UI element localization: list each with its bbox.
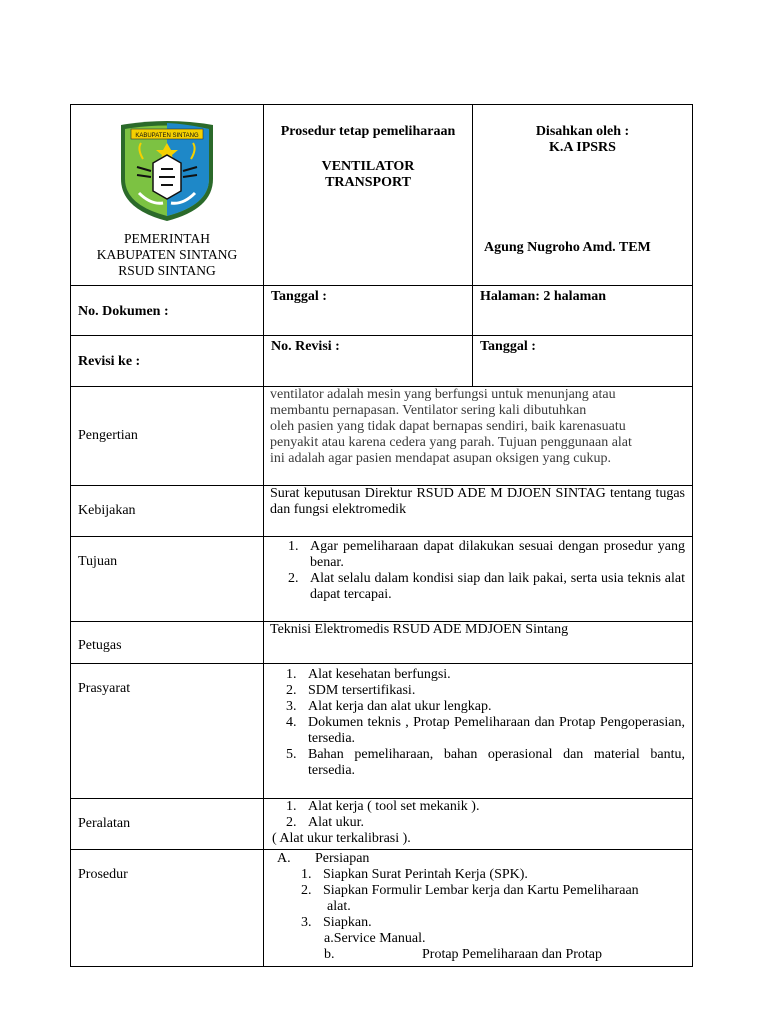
peralatan-list [264, 799, 693, 850]
list-item: 1. Agar pemeliharaan dapat dilakukan sesuai dengan prosedur yang benar. [288, 539, 685, 570]
kebijakan-label: Kebijakan [71, 486, 264, 537]
petugas-text: Teknisi Elektromedis RSUD ADE MDJOEN Sintang [264, 622, 693, 664]
list-item: 2. Alat ukur. [286, 815, 685, 831]
approved-by: K.A IPSRS [549, 140, 616, 155]
document-title: VENTILATOR [321, 159, 415, 174]
logo-cell [71, 105, 264, 286]
prosedur-heading-text: Persiapan [315, 851, 370, 866]
prosedur-content [264, 850, 693, 967]
pengertian-line: ventilator adalah mesin yang berfungsi untuk menunjang atau [270, 387, 616, 402]
sop-table [70, 104, 693, 967]
prosedur-sub-item [301, 947, 685, 963]
logo-text: KABUPATEN SINTANG [135, 133, 199, 139]
tujuan-label: Tujuan [71, 537, 264, 622]
document-title: TRANSPORT [325, 175, 411, 190]
peralatan-item: Alat kerja ( tool set mekanik ). [308, 799, 480, 814]
list-item: 1. Alat kesehatan berfungsi. [286, 667, 685, 683]
approval-cell [473, 105, 693, 286]
prosedur-heading [277, 851, 685, 867]
sub-item-text: Protap Pemeliharaan dan Protap [422, 947, 603, 962]
prasyarat-list [264, 664, 693, 799]
signer-name: Agung Nugroho Amd. TEM [484, 240, 651, 255]
tanggal-revisi-label: Tanggal : [473, 336, 693, 387]
list-item: 2. Siapkan Formulir Lembar kerja dan Kartu Pemeliharaan [301, 883, 685, 899]
prosedur-heading-num: A. [277, 851, 291, 866]
pengertian-label: Pengertian [71, 387, 264, 486]
document-type: Prosedur tetap pemeliharaan [280, 124, 456, 139]
approved-label: Disahkan oleh : [535, 124, 630, 139]
prosedur-item: Siapkan. [323, 915, 372, 930]
sub-item-num: b. [324, 947, 335, 962]
document-title-cell [264, 105, 473, 286]
tanggal-label: Tanggal : [264, 286, 473, 336]
list-item: 2. SDM tersertifikasi. [286, 683, 685, 699]
prasyarat-item: Alat kerja dan alat ukur lengkap. [308, 699, 492, 714]
list-item: 4. Dokumen teknis , Protap Pemeliharaan dan Protap Pengoperasian, tersedia. [286, 715, 685, 746]
list-item: 5. Bahan pemeliharaan, bahan operasional dan material bantu, tersedia. [286, 747, 685, 778]
prosedur-item: Siapkan Formulir Lembar kerja dan Kartu Pemeliharaan [323, 883, 639, 898]
peralatan-label: Peralatan [71, 799, 264, 850]
list-item: 1. Alat kerja ( tool set mekanik ). [286, 799, 685, 815]
no-revisi-label: No. Revisi : [264, 336, 473, 387]
peralatan-note: ( Alat ukur terkalibrasi ). [272, 831, 411, 846]
peralatan-item: Alat ukur. [308, 815, 364, 830]
prasyarat-item: Alat kesehatan berfungsi. [308, 667, 451, 682]
list-item: 2. Alat selalu dalam kondisi siap dan laik pakai, serta usia teknis alat dapat tercapai. [288, 571, 685, 602]
kabupaten-sintang-emblem-icon [117, 119, 217, 223]
list-item: 3. Alat kerja dan alat ukur lengkap. [286, 699, 685, 715]
prosedur-sub-item: a.Service Manual. [324, 931, 426, 946]
list-item: 3. Siapkan. [301, 915, 685, 931]
prasyarat-label: Prasyarat [71, 664, 264, 799]
prosedur-label: Prosedur [71, 850, 264, 967]
pengertian-line: ini adalah agar pasien mendapat asupan oksigen yang cukup. [270, 451, 611, 466]
revisi-label: Revisi ke : [71, 336, 264, 387]
institution-line: RSUD SINTANG [118, 263, 216, 278]
tujuan-item: Agar pemeliharaan dapat dilakukan sesuai dengan prosedur yang benar. [310, 539, 685, 570]
institution-name [71, 231, 263, 279]
prasyarat-item: SDM tersertifikasi. [308, 683, 416, 698]
pengertian-line: penyakit atau karena cedera yang parah. Tujuan penggunaan alat [270, 435, 632, 450]
prosedur-item: Siapkan Surat Perintah Kerja (SPK). [323, 867, 528, 882]
halaman-label: Halaman: 2 halaman [473, 286, 693, 336]
pengertian-content [264, 387, 693, 486]
pengertian-line: oleh pasien yang tidak dapat bernapas sendiri, baik karenasuatu [270, 419, 626, 434]
tujuan-list [264, 537, 693, 622]
kebijakan-text: Surat keputusan Direktur RSUD ADE M DJOEN SINTAG tentang tugas dan fungsi elektromedik [264, 486, 693, 537]
institution-line: PEMERINTAH [124, 231, 210, 246]
pengertian-line: membantu pernapasan. Ventilator sering kali dibutuhkan [270, 403, 587, 418]
tujuan-item: Alat selalu dalam kondisi siap dan laik pakai, serta usia teknis alat dapat tercapai. [310, 571, 685, 602]
prasyarat-item: Bahan pemeliharaan, bahan operasional dan material bantu, tersedia. [308, 747, 685, 778]
institution-line: KABUPATEN SINTANG [96, 247, 238, 262]
petugas-label: Petugas [71, 622, 264, 664]
no-dokumen-label: No. Dokumen : [71, 286, 264, 336]
prosedur-item-tail: alat. [327, 899, 351, 914]
prasyarat-item: Dokumen teknis , Protap Pemeliharaan dan Protap Pengoperasian, tersedia. [308, 715, 685, 746]
list-item: 1. Siapkan Surat Perintah Kerja (SPK). [301, 867, 685, 883]
